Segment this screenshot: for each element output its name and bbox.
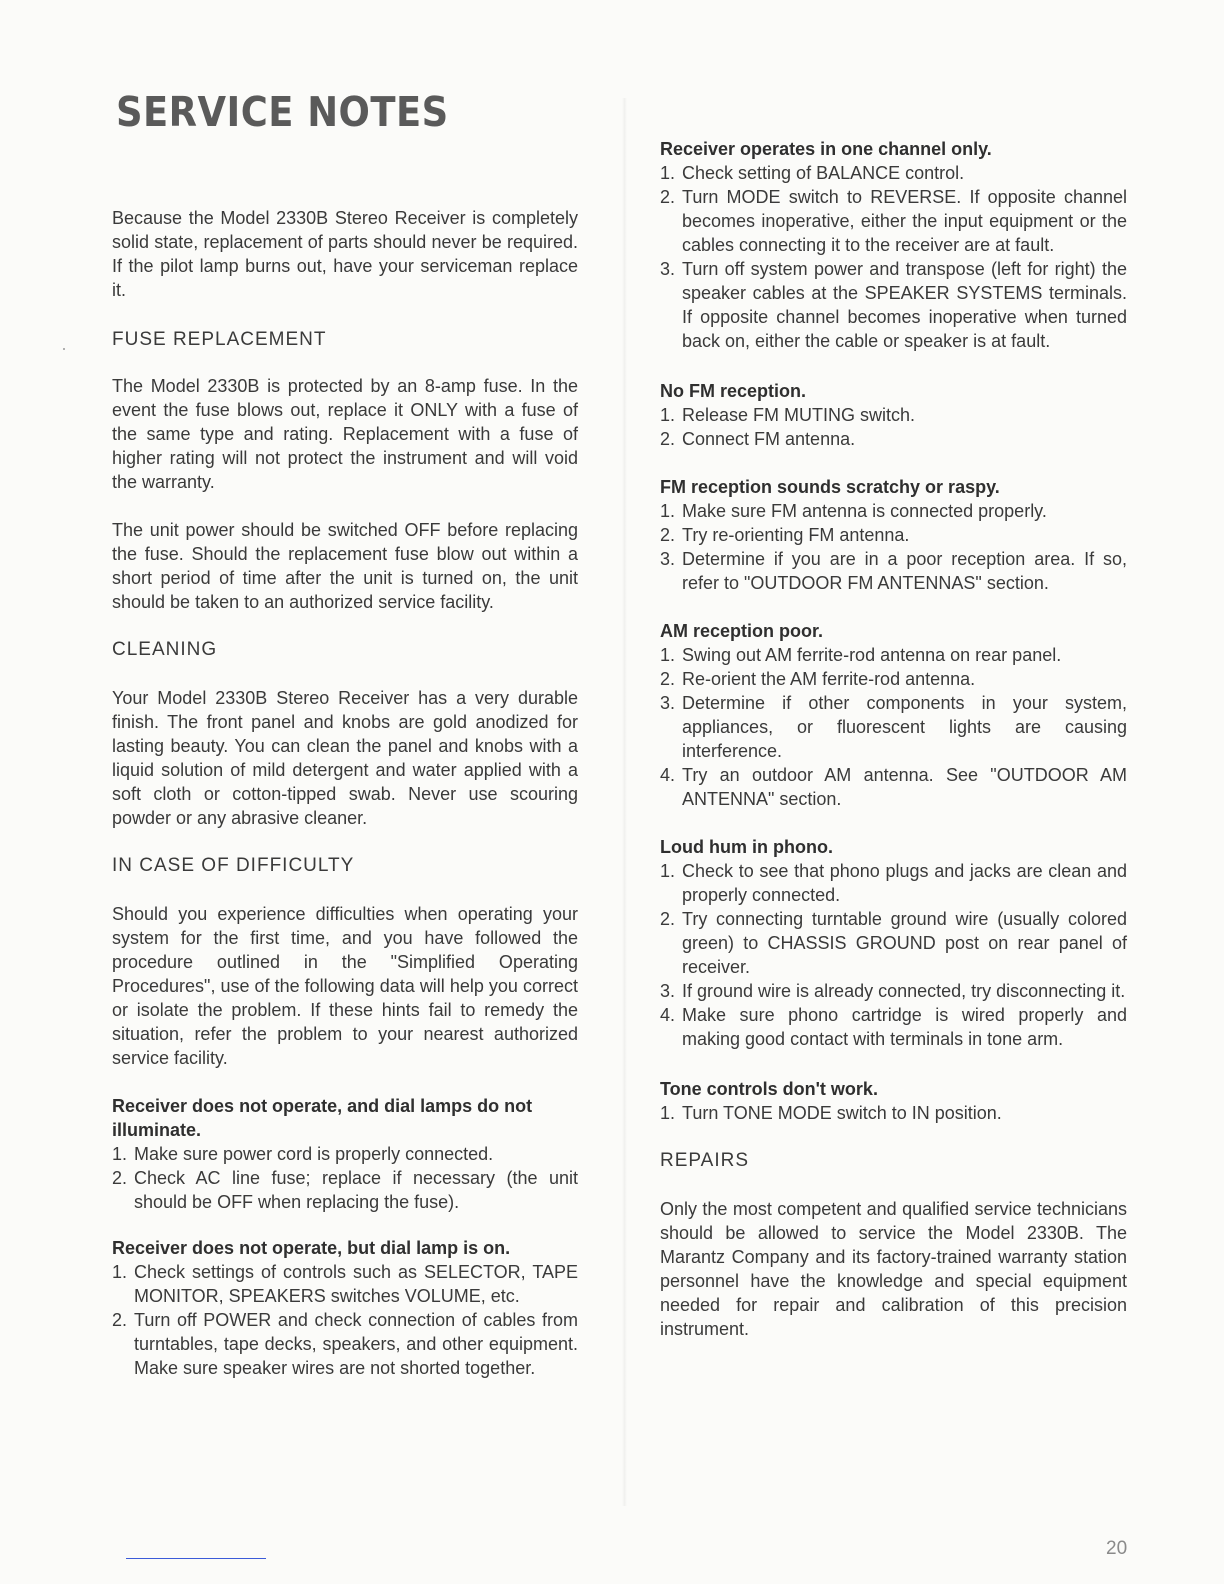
list-item [660, 427, 1127, 451]
fuse-paragraph-1: The Model 2330B is protected by an 8-amp fuse. In the event the fuse blows out, replace it ONLY with a fuse of the same type and rating. Replacement with a fuse of higher rating will not protect the instrument and will void the warranty. [112, 376, 578, 492]
scan-speck [63, 348, 65, 350]
heading-in-case-of-difficulty: IN CASE OF DIFFICULTY [112, 855, 355, 876]
list-item [660, 763, 1127, 811]
trouble-list [112, 1142, 578, 1214]
trouble-section [660, 379, 1127, 451]
trouble-title: Loud hum in phono. [660, 837, 833, 857]
item-number: 1. [660, 163, 676, 183]
heading-cleaning: CLEANING [112, 639, 218, 660]
trouble-section [112, 1236, 578, 1380]
list-item [660, 161, 1127, 185]
trouble-title: No FM reception. [660, 381, 807, 401]
trouble-list [112, 1260, 578, 1380]
item-number: 2. [660, 909, 676, 929]
item-text: Check setting of BALANCE control. [682, 163, 965, 183]
item-number: 2. [112, 1168, 128, 1188]
trouble-title: AM reception poor. [660, 621, 824, 641]
trouble-section [660, 475, 1127, 595]
page-title: SERVICE NOTES [116, 88, 449, 136]
trouble-list [660, 643, 1127, 811]
trouble-list [660, 859, 1127, 1051]
item-text: Re-orient the AM ferrite-rod antenna. [682, 669, 976, 689]
item-number: 1. [112, 1262, 128, 1282]
trouble-section [660, 835, 1127, 1051]
trouble-list [660, 161, 1127, 353]
list-item [660, 667, 1127, 691]
item-number: 2. [112, 1310, 128, 1330]
list-item [660, 1003, 1127, 1051]
item-text: Release FM MUTING switch. [682, 405, 916, 425]
page-number: 20 [1106, 1538, 1128, 1559]
item-number: 3. [660, 981, 676, 1001]
trouble-section [660, 137, 1127, 353]
list-item [660, 547, 1127, 595]
item-text: Make sure FM antenna is connected properly. [682, 501, 1047, 521]
item-text: Turn off POWER and check connection of cables from turntables, tape decks, speakers, and other equipment. Make sure speaker wires are not shorted together. [134, 1310, 578, 1378]
repairs-paragraph: Only the most competent and qualified service technicians should be allowed to service the Model 2330B. The Marantz Company and its factory-trained warranty station personnel have the knowledge and special equipment needed for repair and calibration of this precision instrument. [660, 1199, 1127, 1339]
item-text: Make sure power cord is properly connected. [134, 1144, 494, 1164]
item-number: 1. [112, 1144, 128, 1164]
cleaning-paragraph: Your Model 2330B Stereo Receiver has a very durable finish. The front panel and knobs are gold anodized for lasting beauty. You can clean the panel and knobs with a liquid solution of mild detergent and water applied with a soft cloth or cotton-tipped swab. Never use scouring powder or any abrasive cleaner. [112, 688, 578, 828]
column-divider [622, 98, 627, 1506]
list-item [112, 1260, 578, 1308]
item-text: Try an outdoor AM antenna. See "OUTDOOR AM ANTENNA" section. [682, 765, 1127, 809]
list-item [660, 859, 1127, 907]
list-item [112, 1308, 578, 1380]
item-text: Try connecting turntable ground wire (usually colored green) to CHASSIS GROUND post on rear panel of receiver. [682, 909, 1127, 977]
item-text: Swing out AM ferrite-rod antenna on rear panel. [682, 645, 1062, 665]
list-item [660, 643, 1127, 667]
item-number: 1. [660, 645, 676, 665]
item-number: 2. [660, 429, 676, 449]
list-item [660, 403, 1127, 427]
difficulty-paragraph: Should you experience difficulties when operating your system for the first time, and you have followed the procedure outlined in the "Simplified Operating Procedures", use of the following data will help you correct or isolate the problem. If these hints fail to remedy the situation, refer the problem to your nearest authorized service facility. [112, 904, 578, 1068]
trouble-list [660, 499, 1127, 595]
trouble-title: Tone controls don't work. [660, 1079, 878, 1099]
item-number: 3. [660, 693, 676, 713]
list-item [660, 1101, 1127, 1125]
item-number: 1. [660, 501, 676, 521]
item-text: Determine if you are in a poor reception area. If so, refer to "OUTDOOR FM ANTENNAS" section. [682, 549, 1127, 593]
footer-rule [126, 1558, 266, 1559]
item-text: Check settings of controls such as SELECTOR, TAPE MONITOR, SPEAKERS switches VOLUME, etc. [134, 1262, 578, 1306]
item-text: If ground wire is already connected, try disconnecting it. [682, 981, 1126, 1001]
list-item [660, 257, 1127, 353]
item-number: 4. [660, 1005, 676, 1025]
item-number: 3. [660, 549, 676, 569]
item-text: Check AC line fuse; replace if necessary (the unit should be OFF when replacing the fuse). [134, 1168, 578, 1212]
heading-repairs: REPAIRS [660, 1150, 750, 1171]
right-column [660, 137, 1127, 1341]
item-number: 1. [660, 861, 676, 881]
list-item [660, 499, 1127, 523]
item-text: Turn off system power and transpose (left for right) the speaker cables at the SPEAKER SYSTEMS terminals. If opposite channel becomes inoperative when turned back on, either the cable or speaker is at fault. [682, 259, 1127, 351]
item-number: 2. [660, 525, 676, 545]
list-item [660, 185, 1127, 257]
item-number: 3. [660, 259, 676, 279]
trouble-title: Receiver does not operate, but dial lamp is on. [112, 1238, 511, 1258]
list-item [112, 1166, 578, 1214]
trouble-title: Receiver does not operate, and dial lamps do not illuminate. [112, 1096, 533, 1140]
item-text: Turn TONE MODE switch to IN position. [682, 1103, 1002, 1123]
trouble-section [660, 1077, 1127, 1125]
item-number: 2. [660, 669, 676, 689]
trouble-title: FM reception sounds scratchy or raspy. [660, 477, 1000, 497]
list-item [660, 691, 1127, 763]
item-number: 4. [660, 765, 676, 785]
trouble-title: Receiver operates in one channel only. [660, 139, 992, 159]
list-item [112, 1142, 578, 1166]
item-text: Make sure phono cartridge is wired properly and making good contact with terminals in tone arm. [682, 1005, 1127, 1049]
left-column [112, 206, 578, 1380]
list-item [660, 523, 1127, 547]
trouble-section [660, 619, 1127, 811]
item-number: 1. [660, 405, 676, 425]
trouble-section [112, 1094, 578, 1214]
item-text: Determine if other components in your system, appliances, or fluorescent lights are causing interference. [682, 693, 1127, 761]
list-item [660, 979, 1127, 1003]
heading-fuse-replacement: FUSE REPLACEMENT [112, 329, 327, 350]
item-text: Turn MODE switch to REVERSE. If opposite channel becomes inoperative, either the input equipment or the cables connecting it to the receiver are at fault. [682, 187, 1127, 255]
intro-paragraph: Because the Model 2330B Stereo Receiver is completely solid state, replacement of parts should never be required. If the pilot lamp burns out, have your serviceman replace it. [112, 208, 578, 300]
trouble-list [660, 1101, 1127, 1125]
item-text: Check to see that phono plugs and jacks are clean and properly connected. [682, 861, 1127, 905]
item-number: 1. [660, 1103, 676, 1123]
item-text: Try re-orienting FM antenna. [682, 525, 910, 545]
trouble-list [660, 403, 1127, 451]
item-text: Connect FM antenna. [682, 429, 856, 449]
fuse-paragraph-2: The unit power should be switched OFF before replacing the fuse. Should the replacement fuse blow out within a short period of time after the unit is turned on, the unit should be taken to an authorized service facility. [112, 520, 578, 612]
list-item [660, 907, 1127, 979]
item-number: 2. [660, 187, 676, 207]
